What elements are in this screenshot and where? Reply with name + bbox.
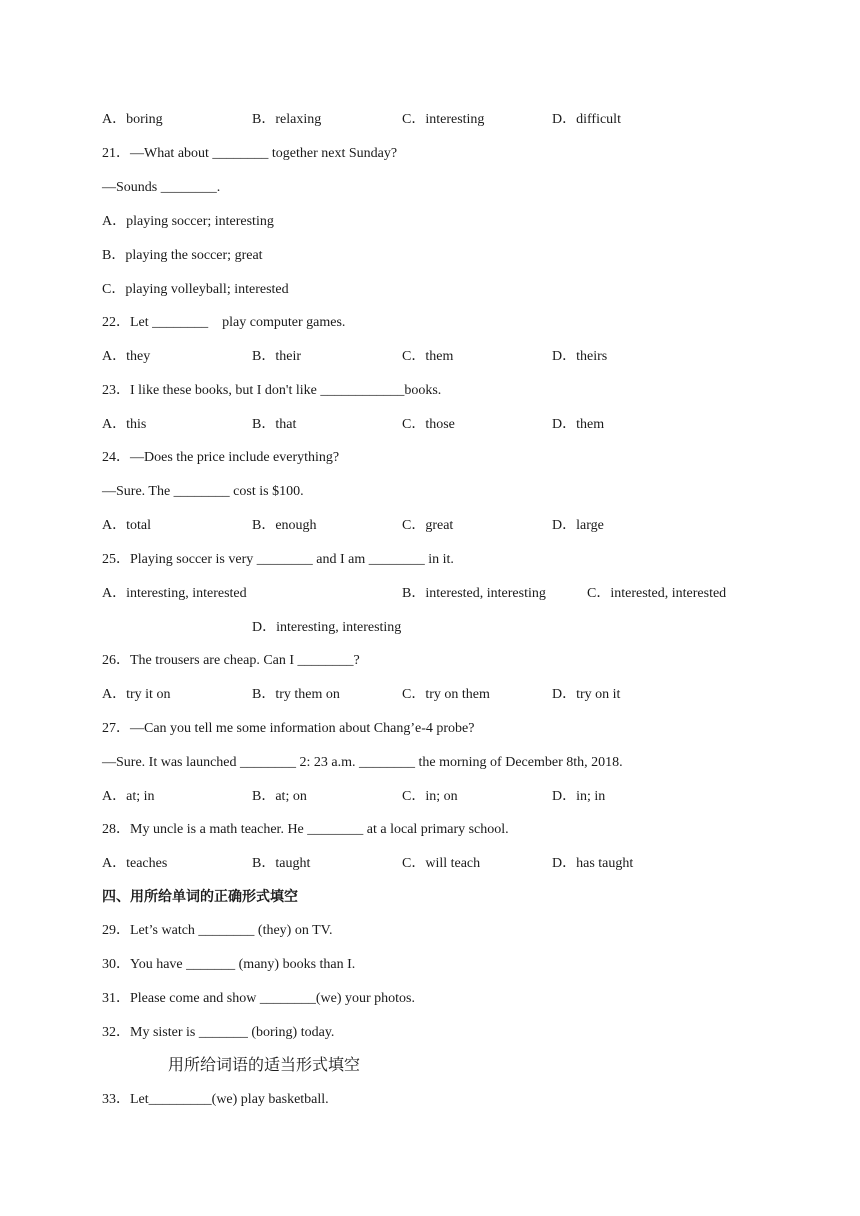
q28-option-d: D．has taught <box>552 856 634 871</box>
q26-stem: 26．The trousers are cheap. Can I ________? <box>102 653 360 668</box>
q27-reply: —Sure. It was launched ________ 2: 23 a.m. ________ the morning of December 8th, 2018. <box>102 755 623 770</box>
q20-option-a: A．boring <box>102 112 163 127</box>
q28-option-c: C．will teach <box>402 856 481 871</box>
q27-option-b: B．at; on <box>252 789 307 804</box>
q24-option-a: A．total <box>102 518 151 533</box>
q28-option-a: A．teaches <box>102 856 168 871</box>
q25-option-a: A．interesting, interested <box>102 586 247 601</box>
q25-stem: 25．Playing soccer is very ________ and I am ________ in it. <box>102 552 454 567</box>
q20-option-d: D．difficult <box>552 112 621 127</box>
q20-option-c: C．interesting <box>402 112 485 127</box>
q31-item: 31．Please come and show ________(we) your photos. <box>102 991 416 1006</box>
q29-item: 29．Let’s watch ________ (they) on TV. <box>102 923 333 938</box>
q24-option-d: D．large <box>552 518 604 533</box>
q25-option-d: D．interesting, interesting <box>252 620 402 635</box>
q23-option-c: C．those <box>402 417 455 432</box>
section-4-title: 四、用所给单词的正确形式填空 <box>102 889 298 905</box>
q25-option-b: B．interested, interesting <box>402 586 546 601</box>
q32-item: 32．My sister is _______ (boring) today. <box>102 1025 335 1040</box>
q20-option-b: B．relaxing <box>252 112 322 127</box>
q24-option-b: B．enough <box>252 518 317 533</box>
q23-stem: 23．I like these books, but I don't like ____________books. <box>102 383 442 398</box>
q21-option-a: A．playing soccer; interesting <box>102 214 274 229</box>
q22-option-b: B．their <box>252 349 301 364</box>
q27-option-d: D．in; in <box>552 789 606 804</box>
sub-heading: 用所给词语的适当形式填空 <box>168 1055 361 1074</box>
q27-option-a: A．at; in <box>102 789 155 804</box>
q24-option-c: C．great <box>402 518 454 533</box>
q22-option-a: A．they <box>102 349 151 364</box>
q26-option-b: B．try them on <box>252 687 340 702</box>
q27-option-c: C．in; on <box>402 789 458 804</box>
q21-reply: —Sounds ________. <box>102 180 221 195</box>
q27-stem: 27．—Can you tell me some information about Chang’e-4 probe? <box>102 721 475 736</box>
q28-stem: 28．My uncle is a math teacher. He ________ at a local primary school. <box>102 822 509 837</box>
q23-option-d: D．them <box>552 417 605 432</box>
q24-reply: —Sure. The ________ cost is $100. <box>102 484 304 499</box>
q21-option-c: C．playing volleyball; interested <box>102 282 289 297</box>
q23-option-a: A．this <box>102 417 147 432</box>
q25-option-c: C．interested, interested <box>587 586 727 601</box>
q21-stem: 21．—What about ________ together next Sunday? <box>102 146 398 161</box>
q26-option-d: D．try on it <box>552 687 621 702</box>
q21-option-b: B．playing the soccer; great <box>102 248 263 263</box>
q30-item: 30．You have _______ (many) books than I. <box>102 957 356 972</box>
q26-option-a: A．try it on <box>102 687 171 702</box>
q24-stem: 24．—Does the price include everything? <box>102 450 340 465</box>
q33-item: 33．Let_________(we) play basketball. <box>102 1092 329 1107</box>
q28-option-b: B．taught <box>252 856 311 871</box>
q22-option-c: C．them <box>402 349 454 364</box>
q23-option-b: B．that <box>252 417 297 432</box>
q22-stem: 22．Let ________ play computer games. <box>102 315 346 330</box>
q22-option-d: D．theirs <box>552 349 608 364</box>
q26-option-c: C．try on them <box>402 687 490 702</box>
